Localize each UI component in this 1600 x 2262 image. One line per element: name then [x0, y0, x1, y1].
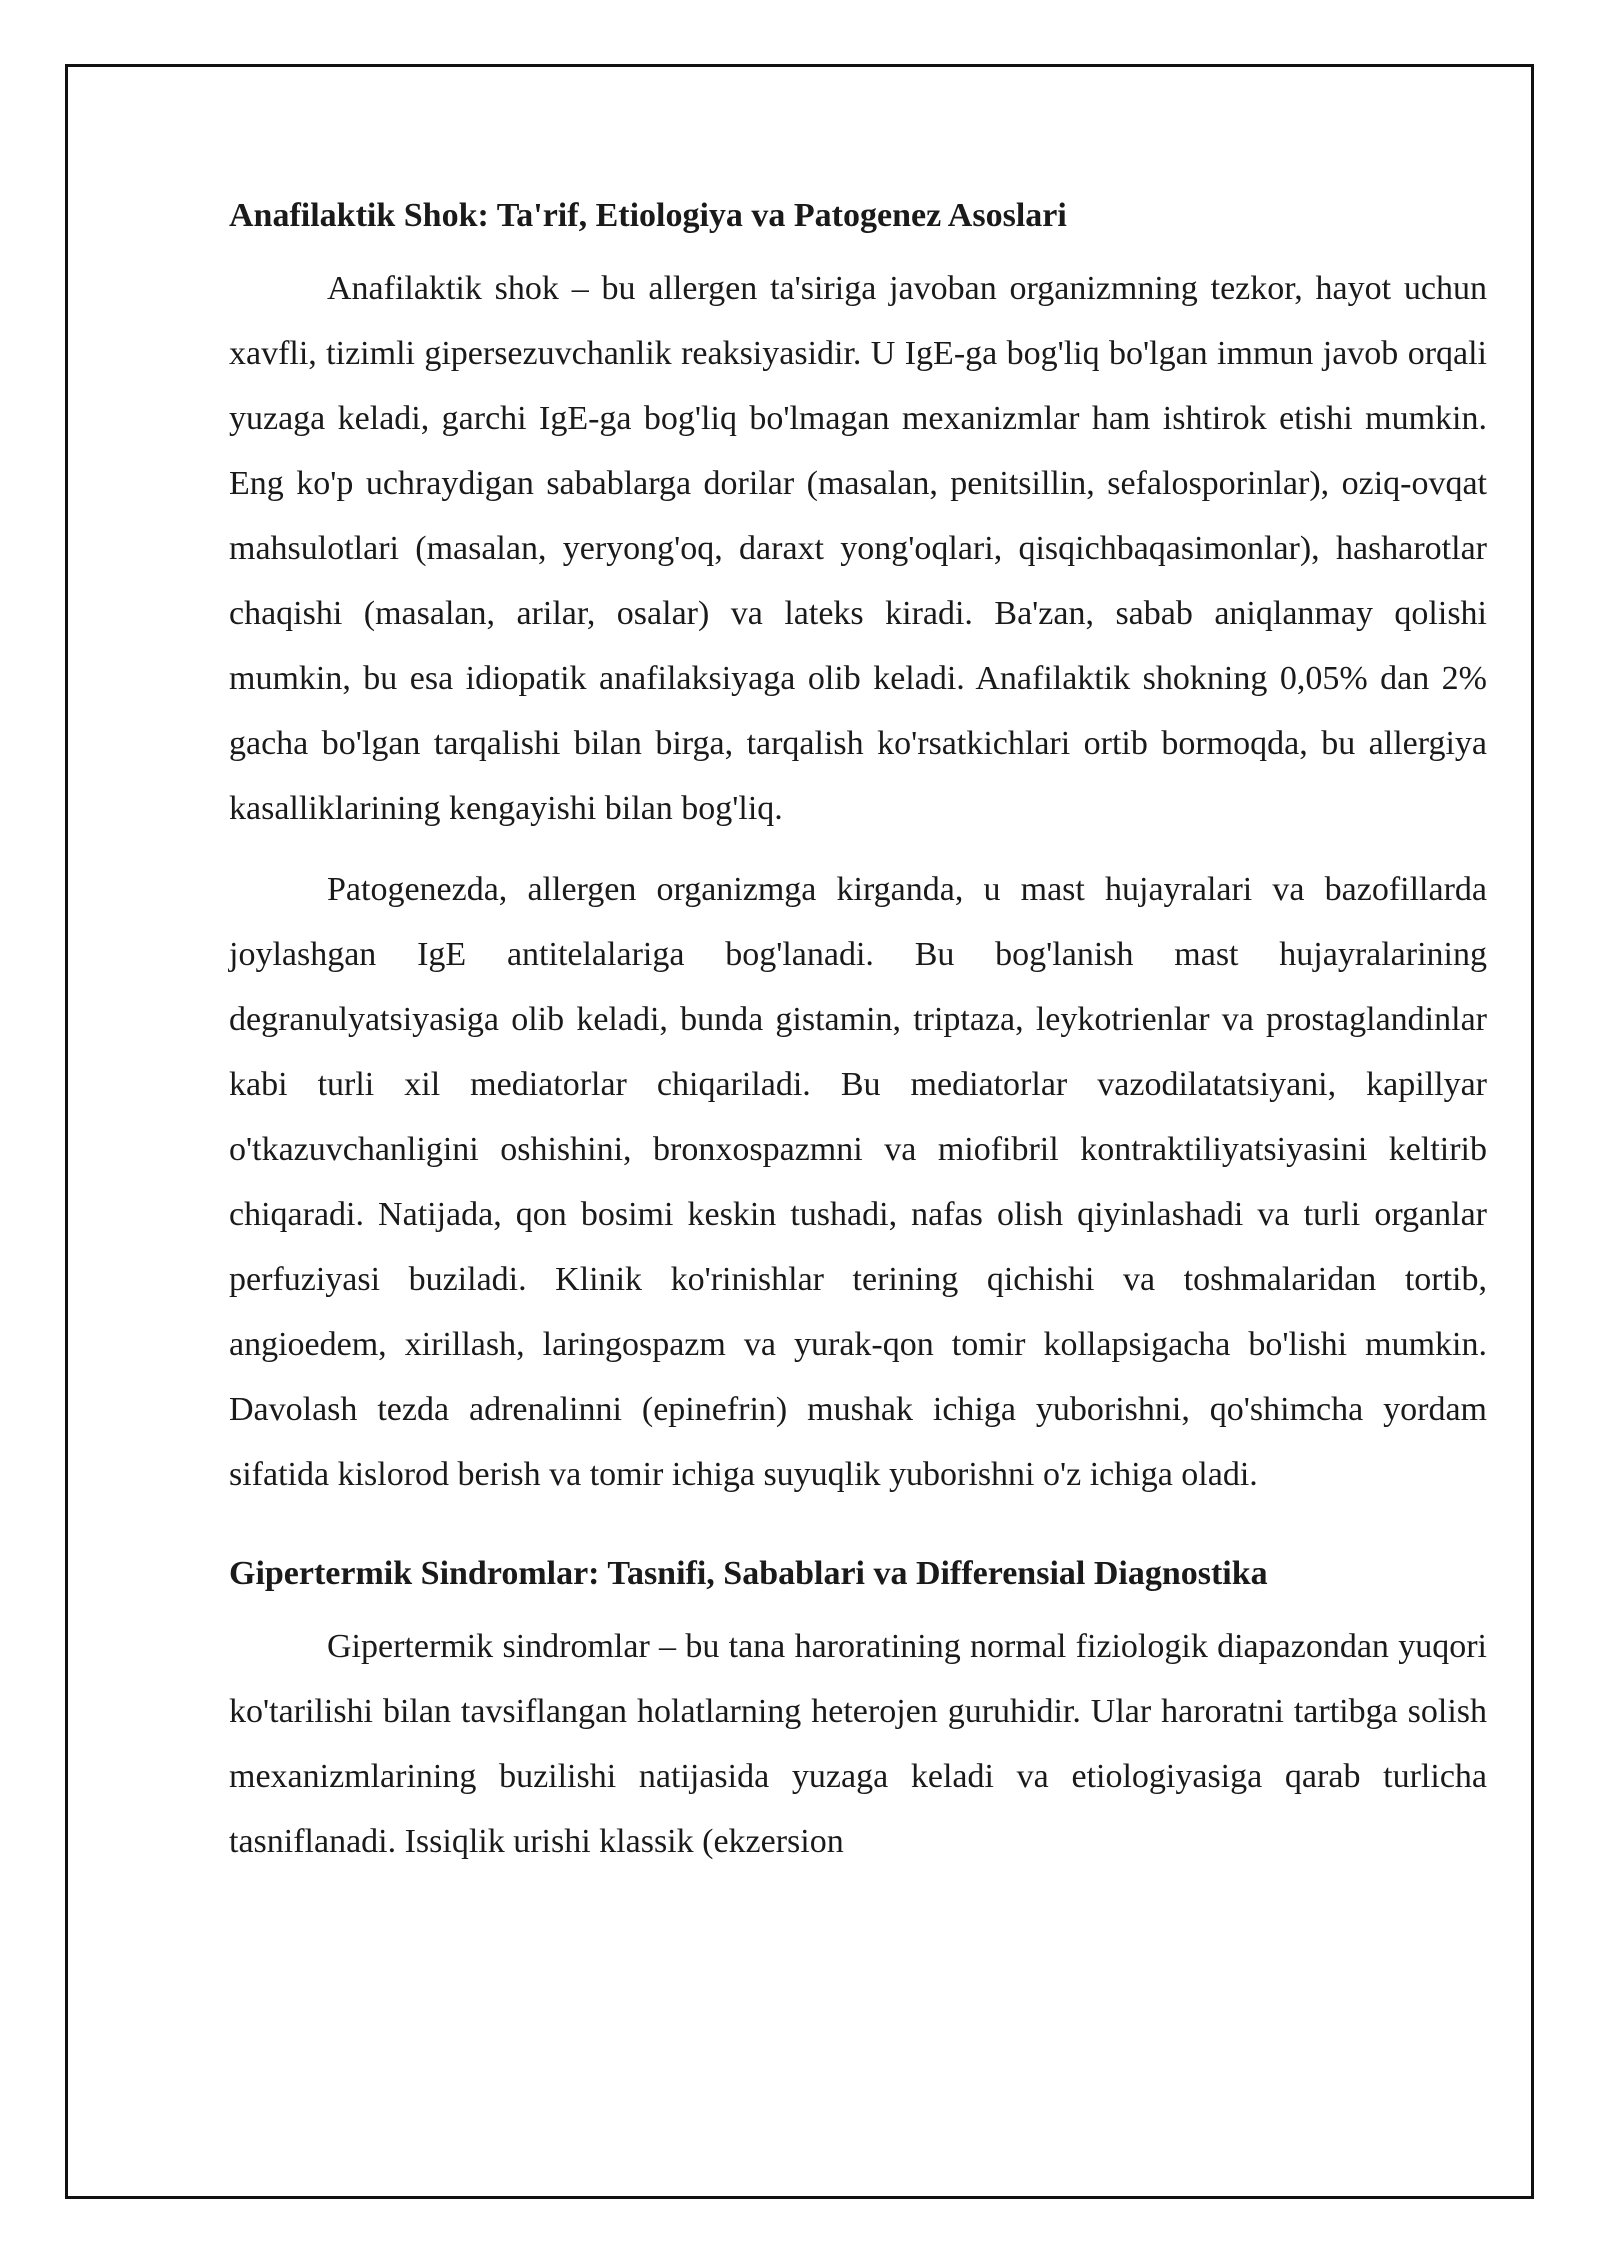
section-heading-hyperthermic-syndromes: Gipertermik Sindromlar: Tasnifi, Sabablari va Differensial Diagnostika [229, 1555, 1268, 1592]
section-heading-anaphylactic-shock: Anafilaktik Shok: Ta'rif, Etiologiya va Patogenez Asoslari [229, 197, 1067, 234]
paragraph-anaphylaxis-pathogenesis: Patogenezda, allergen organizmga kirganda, u mast hujayralari va bazofillarda joylashgan IgE antitelalariga bog'lanadi. Bu bog'lanish mast hujayralarining degranulyatsiyasiga olib keladi, bunda gistamin, triptaza, leykotrienlar va prostaglandinlar kabi turli xil mediatorlar chiqariladi. Bu mediatorlar vazodilatatsiyani, kapillyar o'tkazuvchanligini oshishini, bronxospazmni va miofibril kontraktiliyatsiyasini keltirib chiqaradi. Natijada, qon bosimi keskin tushadi, nafas olish qiyinlashadi va turli organlar perfuziyasi buziladi. Klinik ko'rinishlar terining qichishi va toshmalaridan tortib, angioedem, xirillash, laringospazm va yurak-qon tomir kollapsigacha bo'lishi mumkin. Davolash tezda adrenalinni (epinefrin) mushak ichiga yuborishni, qo'shimcha yordam sifatida kislorod berish va tomir ichiga suyuqlik yuborishni o'z ichiga oladi. [229, 871, 1487, 1493]
paragraph-hyperthermia-definition: Gipertermik sindromlar – bu tana haroratining normal fiziologik diapazondan yuqori ko'tarilishi bilan tavsiflangan holatlarning heterojen guruhidir. Ular haroratni tartibga solish mexanizmlarining buzilishi natijasida yuzaga keladi va etiologiyasiga qarab turlicha tasniflanadi. Issiqlik urishi klassik (ekzersion [229, 1628, 1487, 1860]
document-body [229, 192, 1487, 1890]
paragraph-anaphylaxis-definition: Anafilaktik shok – bu allergen ta'siriga javoban organizmning tezkor, hayot uchun xavfli, tizimli gipersezuvchanlik reaksiyasidir. U IgE-ga bog'liq bo'lgan immun javob orqali yuzaga keladi, garchi IgE-ga bog'liq bo'lmagan mexanizmlar ham ishtirok etishi mumkin. Eng ko'p uchraydigan sabablarga dorilar (masalan, penitsillin, sefalosporinlar), oziq-ovqat mahsulotlari (masalan, yeryong'oq, daraxt yong'oqlari, qisqichbaqasimonlar), hasharotlar chaqishi (masalan, arilar, osalar) va lateks kiradi. Ba'zan, sabab aniqlanmay qolishi mumkin, bu esa idiopatik anafilaksiyaga olib keladi. Anafilaktik shokning 0,05% dan 2% gacha bo'lgan tarqalishi bilan birga, tarqalish ko'rsatkichlari ortib bormoqda, bu allergiya kasalliklarining kengayishi bilan bog'liq. [229, 270, 1487, 827]
